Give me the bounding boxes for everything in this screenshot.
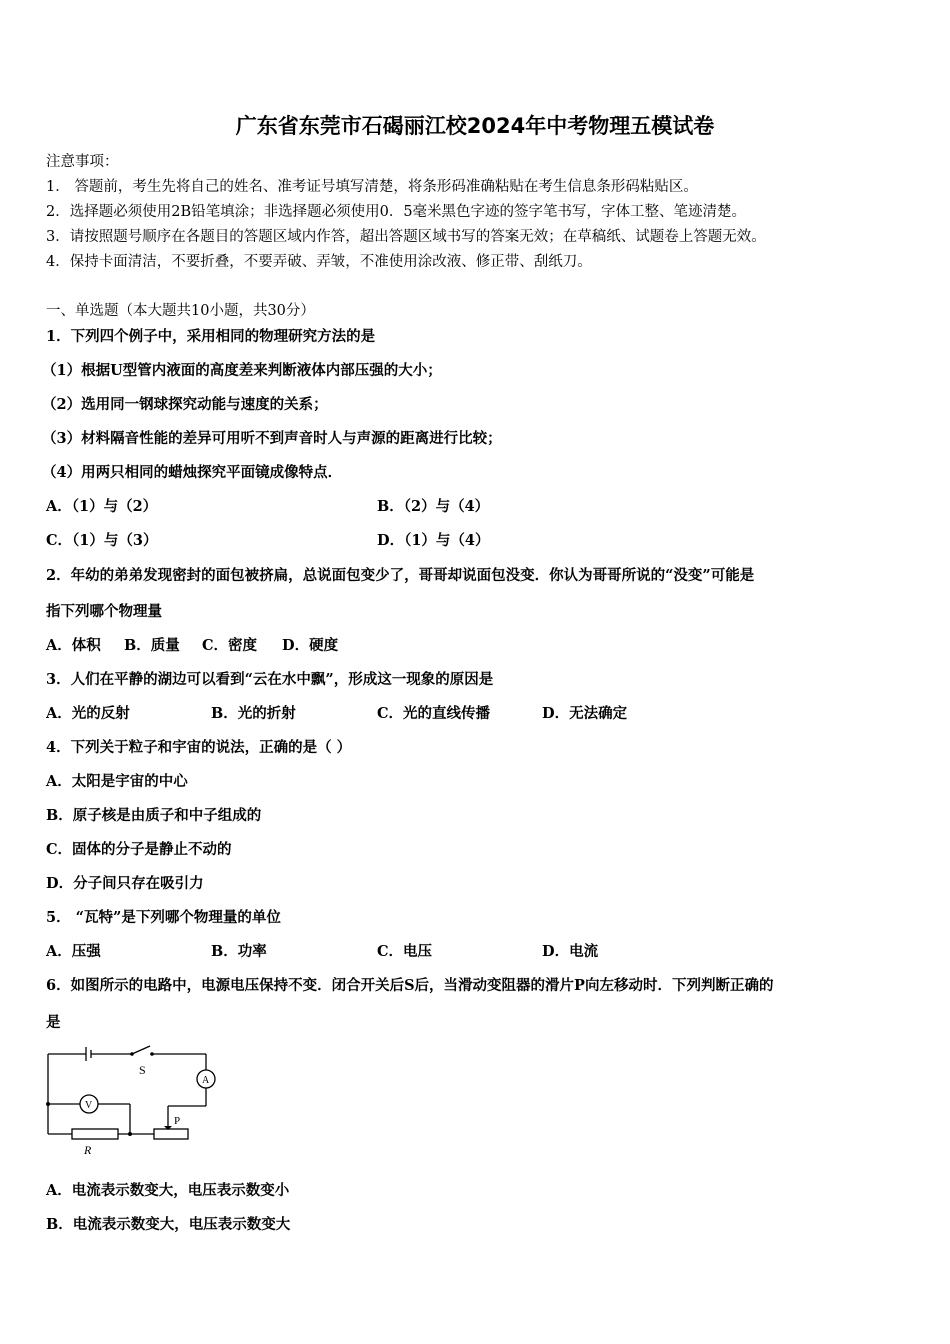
ammeter-label: A	[202, 1075, 210, 1086]
q6-stem-line2: 是	[46, 1014, 61, 1031]
section-heading: 一、单选题（本大题共10小题，共30分）	[46, 303, 315, 319]
switch-label: S	[139, 1063, 146, 1077]
q5-stem: 5． “瓦特”是下列哪个物理量的单位	[46, 909, 281, 926]
q2-stem-line1: 2．年幼的弟弟发现密封的面包被挤扁，总说面包变少了，哥哥却说面包没变．你认为哥哥所说的“没变”可能是	[46, 567, 755, 584]
notice-heading: 注意事项：	[46, 154, 119, 170]
q1-item-4: （4）用两只相同的蜡烛探究平面镜成像特点．	[42, 464, 343, 481]
notice-item-4: 4．保持卡面清洁，不要折叠，不要弄破、弄皱，不准使用涂改液、修正带、刮纸刀。	[46, 254, 592, 270]
q5-option-d: D．电流	[542, 943, 599, 960]
q1-item-3: （3）材料隔音性能的差异可用听不到声音时人与声源的距离进行比较；	[42, 430, 502, 447]
q5-option-b: B．功率	[211, 943, 267, 960]
notice-item-1: 1． 答题前，考生先将自己的姓名、准考证号填写清楚，将条形码准确粘贴在考生信息条形码粘贴区。	[46, 179, 698, 195]
page-title: 广东省东莞市石碣丽江校2024年中考物理五模试卷	[235, 114, 715, 138]
q4-option-d: D．分子间只存在吸引力	[46, 875, 204, 892]
q3-option-d: D．无法确定	[542, 705, 628, 722]
resistor-r	[72, 1129, 118, 1139]
q1-stem: 1．下列四个例子中，采用相同的物理研究方法的是	[46, 328, 376, 345]
q3-stem: 3．人们在平静的湖边可以看到“云在水中飘”，形成这一现象的原因是	[46, 671, 494, 688]
resistor-label: R	[84, 1143, 92, 1157]
rheostat	[154, 1129, 188, 1139]
q4-option-a: A．太阳是宇宙的中心	[46, 773, 188, 790]
q3-option-b: B．光的折射	[211, 705, 296, 722]
notice-item-2: 2．选择题必须使用2B铅笔填涂；非选择题必须使用0．5毫米黑色字迹的签字笔书写，字体工整、笔迹清楚。	[46, 204, 747, 220]
q5-option-a: A．压强	[46, 943, 101, 960]
q6-stem-line1: 6．如图所示的电路中，电源电压保持不变．闭合开关后S后，当滑动变阻器的滑片P向左移动时．下列判断正确的	[46, 977, 774, 994]
voltmeter-label: V	[85, 1100, 93, 1111]
q3-option-a: A．光的反射	[46, 705, 130, 722]
q3-option-c: C．光的直线传播	[377, 705, 491, 722]
q2-option-c: C．密度	[202, 637, 258, 654]
q2-option-b: B．质量	[124, 637, 180, 654]
q1-item-2: （2）选用同一钢球探究动能与速度的关系；	[42, 396, 328, 413]
slider-label: P	[174, 1115, 181, 1127]
q1-option-a: A．（1）与（2）	[46, 498, 158, 515]
q4-option-b: B．原子核是由质子和中子组成的	[46, 807, 262, 824]
q1-option-b: B．（2）与（4）	[377, 498, 490, 515]
q1-option-c: C．（1）与（3）	[46, 532, 158, 549]
q1-item-1: （1）根据U型管内液面的高度差来判断液体内部压强的大小；	[42, 362, 442, 379]
circuit-diagram	[44, 1042, 224, 1162]
q6-option-a: A．电流表示数变大，电压表示数变小	[46, 1182, 290, 1199]
q1-option-d: D．（1）与（4）	[377, 532, 490, 549]
q4-option-c: C．固体的分子是静止不动的	[46, 841, 232, 858]
q2-stem-line2: 指下列哪个物理量	[46, 603, 162, 620]
q2-option-d: D．硬度	[282, 637, 339, 654]
switch-blade	[132, 1046, 150, 1054]
q6-option-b: B．电流表示数变大，电压表示数变大	[46, 1216, 291, 1233]
q4-stem: 4．下列关于粒子和宇宙的说法，正确的是（ ）	[46, 739, 352, 756]
q2-option-a: A．体积	[46, 637, 101, 654]
notice-item-3: 3．请按照题号顺序在各题目的答题区域内作答，超出答题区域书写的答案无效；在草稿纸、试题卷上答题无效。	[46, 229, 766, 245]
q5-option-c: C．电压	[377, 943, 433, 960]
